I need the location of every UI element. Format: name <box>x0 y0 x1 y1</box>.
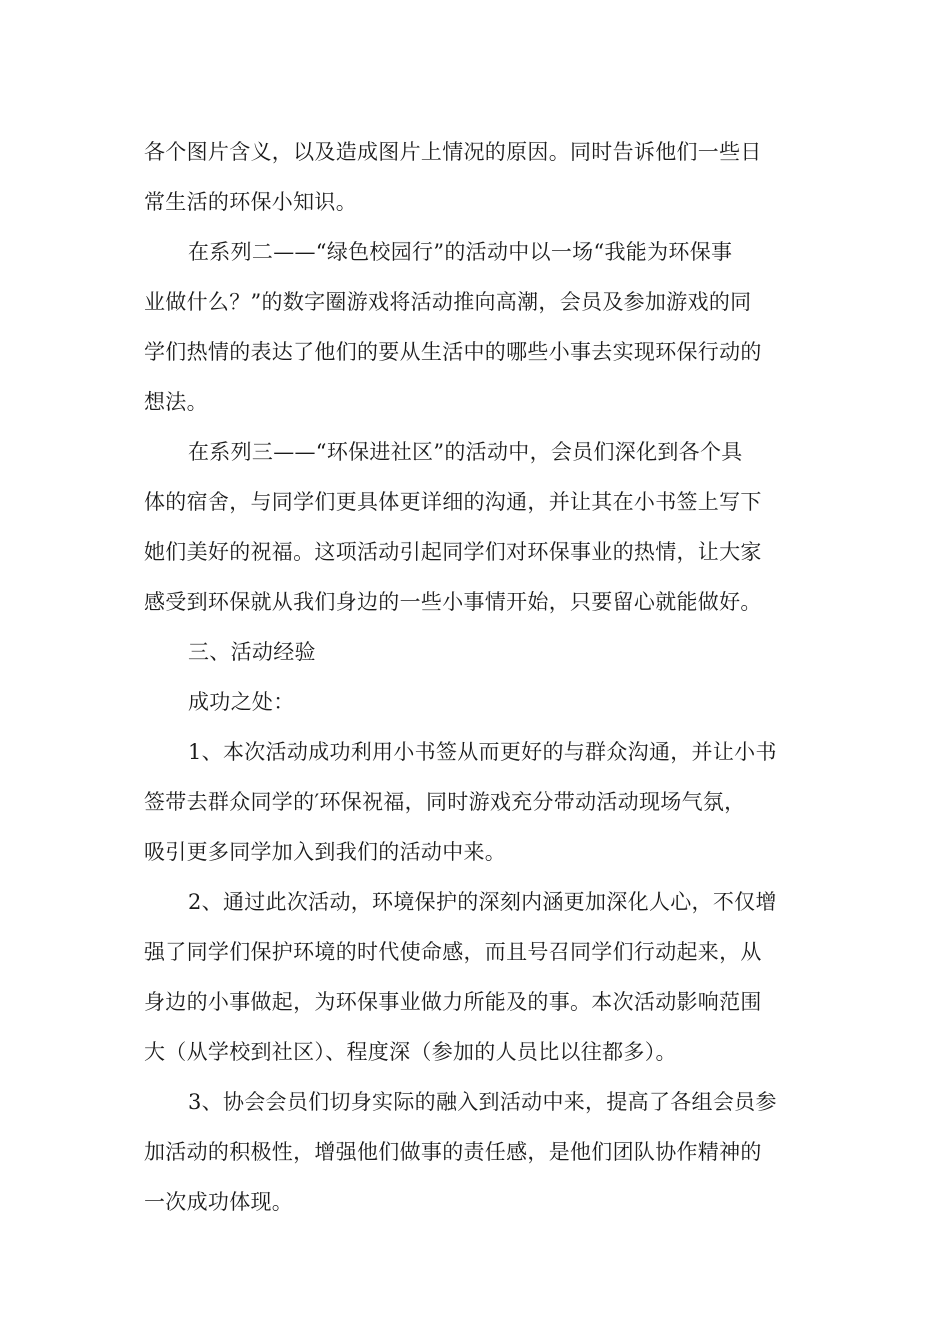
text-line: 加活动的积极性，增强他们做事的责任感，是他们团队协作精神的 <box>144 1140 762 1164</box>
text-line: 各个图片含义，以及造成图片上情况的原因。同时告诉他们一些日 <box>144 140 762 164</box>
paragraph-series-two <box>144 227 806 427</box>
text-line: 强了同学们保护环境的时代使命感，而且号召同学们行动起来，从 <box>144 940 762 964</box>
text-line: 吸引更多同学加入到我们的活动中来。 <box>144 840 507 864</box>
section-heading-experience <box>144 627 806 677</box>
text-line: 一次成功体现。 <box>144 1190 294 1214</box>
subheading-success <box>144 677 806 727</box>
section-heading: 三、活动经验 <box>188 640 316 664</box>
text-line: 签带去群众同学的′环保祝福，同时游戏充分带动活动现场气氛， <box>144 790 746 814</box>
text-line: 她们美好的祝福。这项活动引起同学们对环保事业的热情，让大家 <box>144 540 762 564</box>
text-line: 2、通过此次活动，环境保护的深刻内涵更加深化人心，不仅增 <box>188 890 777 914</box>
list-item-3 <box>144 1077 806 1227</box>
list-item-2 <box>144 877 806 1077</box>
text-line: 常生活的环保小知识。 <box>144 190 357 214</box>
text-line: 身边的小事做起，为环保事业做力所能及的事。本次活动影响范围 <box>144 990 762 1014</box>
text-line: 业做什么？”的数字圈游戏将活动推向高潮，会员及参加游戏的同 <box>144 290 752 314</box>
text-line: 感受到环保就从我们身边的一些小事情开始，只要留心就能做好。 <box>144 590 762 614</box>
document-body <box>144 127 806 1227</box>
text-line: 学们热情的表达了他们的要从生活中的哪些小事去实现环保行动的 <box>144 340 762 364</box>
text-line: 在系列二——“绿色校园行”的活动中以一场“我能为环保事 <box>188 240 733 264</box>
text-line: 3、协会会员们切身实际的融入到活动中来，提高了各组会员参 <box>188 1090 777 1114</box>
paragraph-picture-explanation <box>144 127 806 227</box>
text-line: 在系列三——“环保进社区”的活动中，会员们深化到各个具 <box>188 440 743 464</box>
text-line: 体的宿舍，与同学们更具体更详细的沟通，并让其在小书签上写下 <box>144 490 762 514</box>
subheading: 成功之处： <box>188 690 295 714</box>
paragraph-series-three <box>144 427 806 627</box>
text-line: 大（从学校到社区）、程度深（参加的人员比以往都多）。 <box>144 1040 677 1064</box>
text-line: 想法。 <box>144 390 208 414</box>
text-line: 1、本次活动成功利用小书签从而更好的与群众沟通，并让小书 <box>188 740 777 764</box>
list-item-1 <box>144 727 806 877</box>
